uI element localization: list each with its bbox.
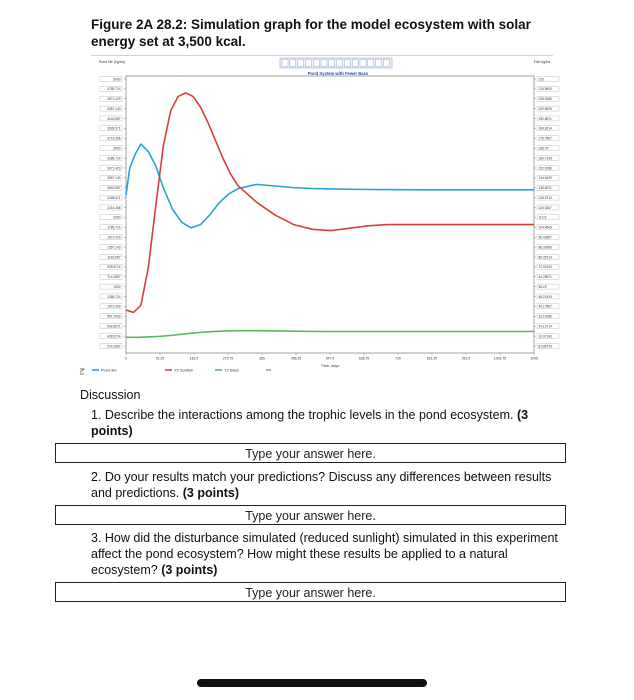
question-1 [91, 407, 571, 439]
right-tick-label: 176.7857 [538, 136, 552, 141]
left-tick-label: 3071.429 [107, 166, 121, 171]
x-tick-label: 365 [259, 356, 265, 361]
legend-label-pond-life: Pond life [101, 367, 117, 373]
question-3 [91, 530, 571, 578]
right-tick-label: 152.6786 [538, 166, 552, 171]
left-tick-label: 2214.286 [107, 205, 121, 210]
left-tick-label: 4785.714 [107, 87, 121, 92]
left-tick-label: 4142.857 [107, 116, 121, 121]
chart-legend [80, 368, 271, 375]
left-tick-label: 2857.143 [107, 176, 121, 181]
toolbar-button[interactable] [290, 60, 296, 67]
left-tick-label: 3714.286 [107, 136, 121, 141]
question-1-points: (3 points) [91, 408, 529, 438]
right-tick-label: 136.6071 [538, 186, 552, 191]
left-tick-label: 3500 [113, 146, 121, 151]
right-tick-label: 88.39286 [538, 245, 552, 250]
right-tick-label: 216.9643 [538, 87, 552, 92]
right-tick-label: 192.8571 [538, 116, 552, 121]
left-tick-label: 1285.714 [107, 294, 121, 299]
legend-label-sunfish: Y2 Sunfish [174, 367, 194, 373]
right-tick-label: 225 [538, 77, 544, 82]
left-tick-label: 1785.714 [107, 225, 121, 230]
left-axis-label: Pond life (kg/ha) [98, 60, 126, 64]
toolbar-button[interactable] [360, 60, 366, 67]
home-indicator[interactable] [197, 679, 427, 687]
left-axis [100, 76, 126, 348]
right-tick-label: 96.42857 [538, 235, 552, 240]
x-tick-label: 1003.75 [493, 356, 507, 361]
discussion-heading: Discussion [80, 388, 141, 402]
plot-area [126, 76, 534, 353]
right-tick-label: 8.035714 [538, 344, 552, 349]
right-tick-label: 120.5357 [538, 205, 552, 210]
right-tick-label: 48.21429 [538, 294, 552, 299]
left-tick-label: 1142.857 [107, 255, 121, 260]
x-tick-label: 730 [395, 356, 401, 361]
right-axis [534, 76, 559, 348]
left-tick-label: 2000 [113, 215, 121, 220]
left-tick-label: 3928.571 [107, 126, 121, 131]
toolbar-button[interactable] [344, 60, 350, 67]
answer-2-field[interactable]: Type your answer here. [55, 505, 566, 525]
figure-title-line2: energy set at 3,500 kcal. [91, 34, 246, 49]
toolbar-button[interactable] [313, 60, 319, 67]
x-tick-label: 91.25 [155, 356, 165, 361]
right-tick-label: 128.5714 [538, 195, 552, 200]
simulation-chart [80, 56, 560, 386]
toolbar-button[interactable] [337, 60, 343, 67]
legend-item-sunfish [165, 368, 193, 373]
left-tick-label: 1571.429 [107, 235, 121, 240]
left-tick-label: 4571.429 [107, 97, 121, 102]
x-tick-label: 547.5 [325, 356, 335, 361]
toolbar-button[interactable] [376, 60, 382, 67]
right-tick-label: 64.28571 [538, 275, 552, 280]
x-tick-label: 273.75 [222, 356, 234, 361]
question-1-text: 1. Describe the interactions among the trophic levels in the pond ecosystem. [91, 408, 514, 422]
right-tick-label: 184.8214 [538, 126, 552, 131]
left-tick-label: 1500 [113, 284, 121, 289]
question-2 [91, 469, 571, 501]
left-tick-label: 1357.143 [107, 245, 121, 250]
right-axis-label: Fish kg/ha [533, 60, 551, 64]
right-tick-label: 208.9286 [538, 97, 552, 102]
right-tick-label: 160.7143 [538, 156, 552, 161]
left-tick-label: 214.2857 [107, 344, 121, 349]
question-3-points: (3 points) [161, 563, 218, 577]
right-tick-label: 72.32143 [538, 265, 552, 270]
x-tick-label: 0 [125, 356, 127, 361]
left-tick-label: 5000 [113, 77, 121, 82]
right-tick-label: 24.10714 [538, 324, 552, 329]
left-tick-label: 4357.143 [107, 106, 121, 111]
right-tick-label: 80.35714 [538, 255, 552, 260]
question-2-text: 2. Do your results match your predictions? Discuss any differences between results and predictions. [91, 470, 552, 500]
x-tick-label: 1095 [530, 356, 538, 361]
sigma-icon [80, 369, 84, 374]
right-tick-label: 16.07143 [538, 334, 552, 339]
left-tick-label: 2642.857 [107, 186, 121, 191]
left-tick-label: 928.5714 [107, 265, 121, 270]
x-tick-label: 821.25 [426, 356, 438, 361]
left-tick-label: 642.8571 [107, 324, 121, 329]
right-tick-label: 112.5 [538, 215, 547, 220]
x-axis [125, 353, 538, 361]
x-tick-label: 912.5 [461, 356, 471, 361]
toolbar-button[interactable] [298, 60, 304, 67]
right-tick-label: 144.6429 [538, 176, 552, 181]
left-tick-label: 857.1429 [107, 314, 121, 319]
question-3-text: 3. How did the disturbance simulated (reduced sunlight) simulated in this experiment affect the pond ecosystem? How might these results be applied to a natural ecosystem? [91, 531, 558, 577]
legend-item-pond-life [80, 368, 117, 375]
legend-label-bass: Y2 Bass [224, 367, 239, 373]
figure-title-line1: Figure 2A 28.2: Simulation graph for the model ecosystem with solar [91, 17, 531, 32]
left-tick-label: 3285.714 [107, 156, 121, 161]
legend-item-bass [215, 368, 239, 373]
right-tick-label: 32.14286 [538, 314, 552, 319]
toolbar-button[interactable] [352, 60, 358, 67]
x-axis-label: Time, days [320, 364, 340, 368]
answer-1-field[interactable]: Type your answer here. [55, 443, 566, 463]
left-tick-label: 714.2857 [107, 275, 121, 280]
chart-toolbar[interactable] [280, 58, 392, 68]
left-tick-label: 1071.429 [107, 304, 121, 309]
toolbar-button[interactable] [305, 60, 311, 67]
question-2-points: (3 points) [182, 486, 239, 500]
answer-3-field[interactable]: Type your answer here. [55, 582, 566, 602]
right-tick-label: 40.17857 [538, 304, 552, 309]
right-tick-label: 104.4643 [538, 225, 552, 230]
toolbar-button[interactable] [368, 60, 374, 67]
x-tick-label: 638.75 [358, 356, 370, 361]
figure-title [91, 16, 561, 50]
toolbar-button[interactable] [383, 60, 389, 67]
toolbar-button[interactable] [321, 60, 327, 67]
right-tick-label: 56.25 [538, 284, 547, 289]
left-tick-label: 428.5714 [107, 334, 121, 339]
chart-title: Pond System with Fewer Bass [307, 71, 369, 76]
x-tick-label: 456.25 [290, 356, 302, 361]
toolbar-button[interactable] [329, 60, 335, 67]
toolbar-button[interactable] [282, 60, 288, 67]
left-tick-label: 2428.571 [107, 195, 121, 200]
right-tick-label: 168.75 [538, 146, 549, 151]
x-tick-label: 182.5 [189, 356, 199, 361]
right-tick-label: 200.8929 [538, 106, 552, 111]
